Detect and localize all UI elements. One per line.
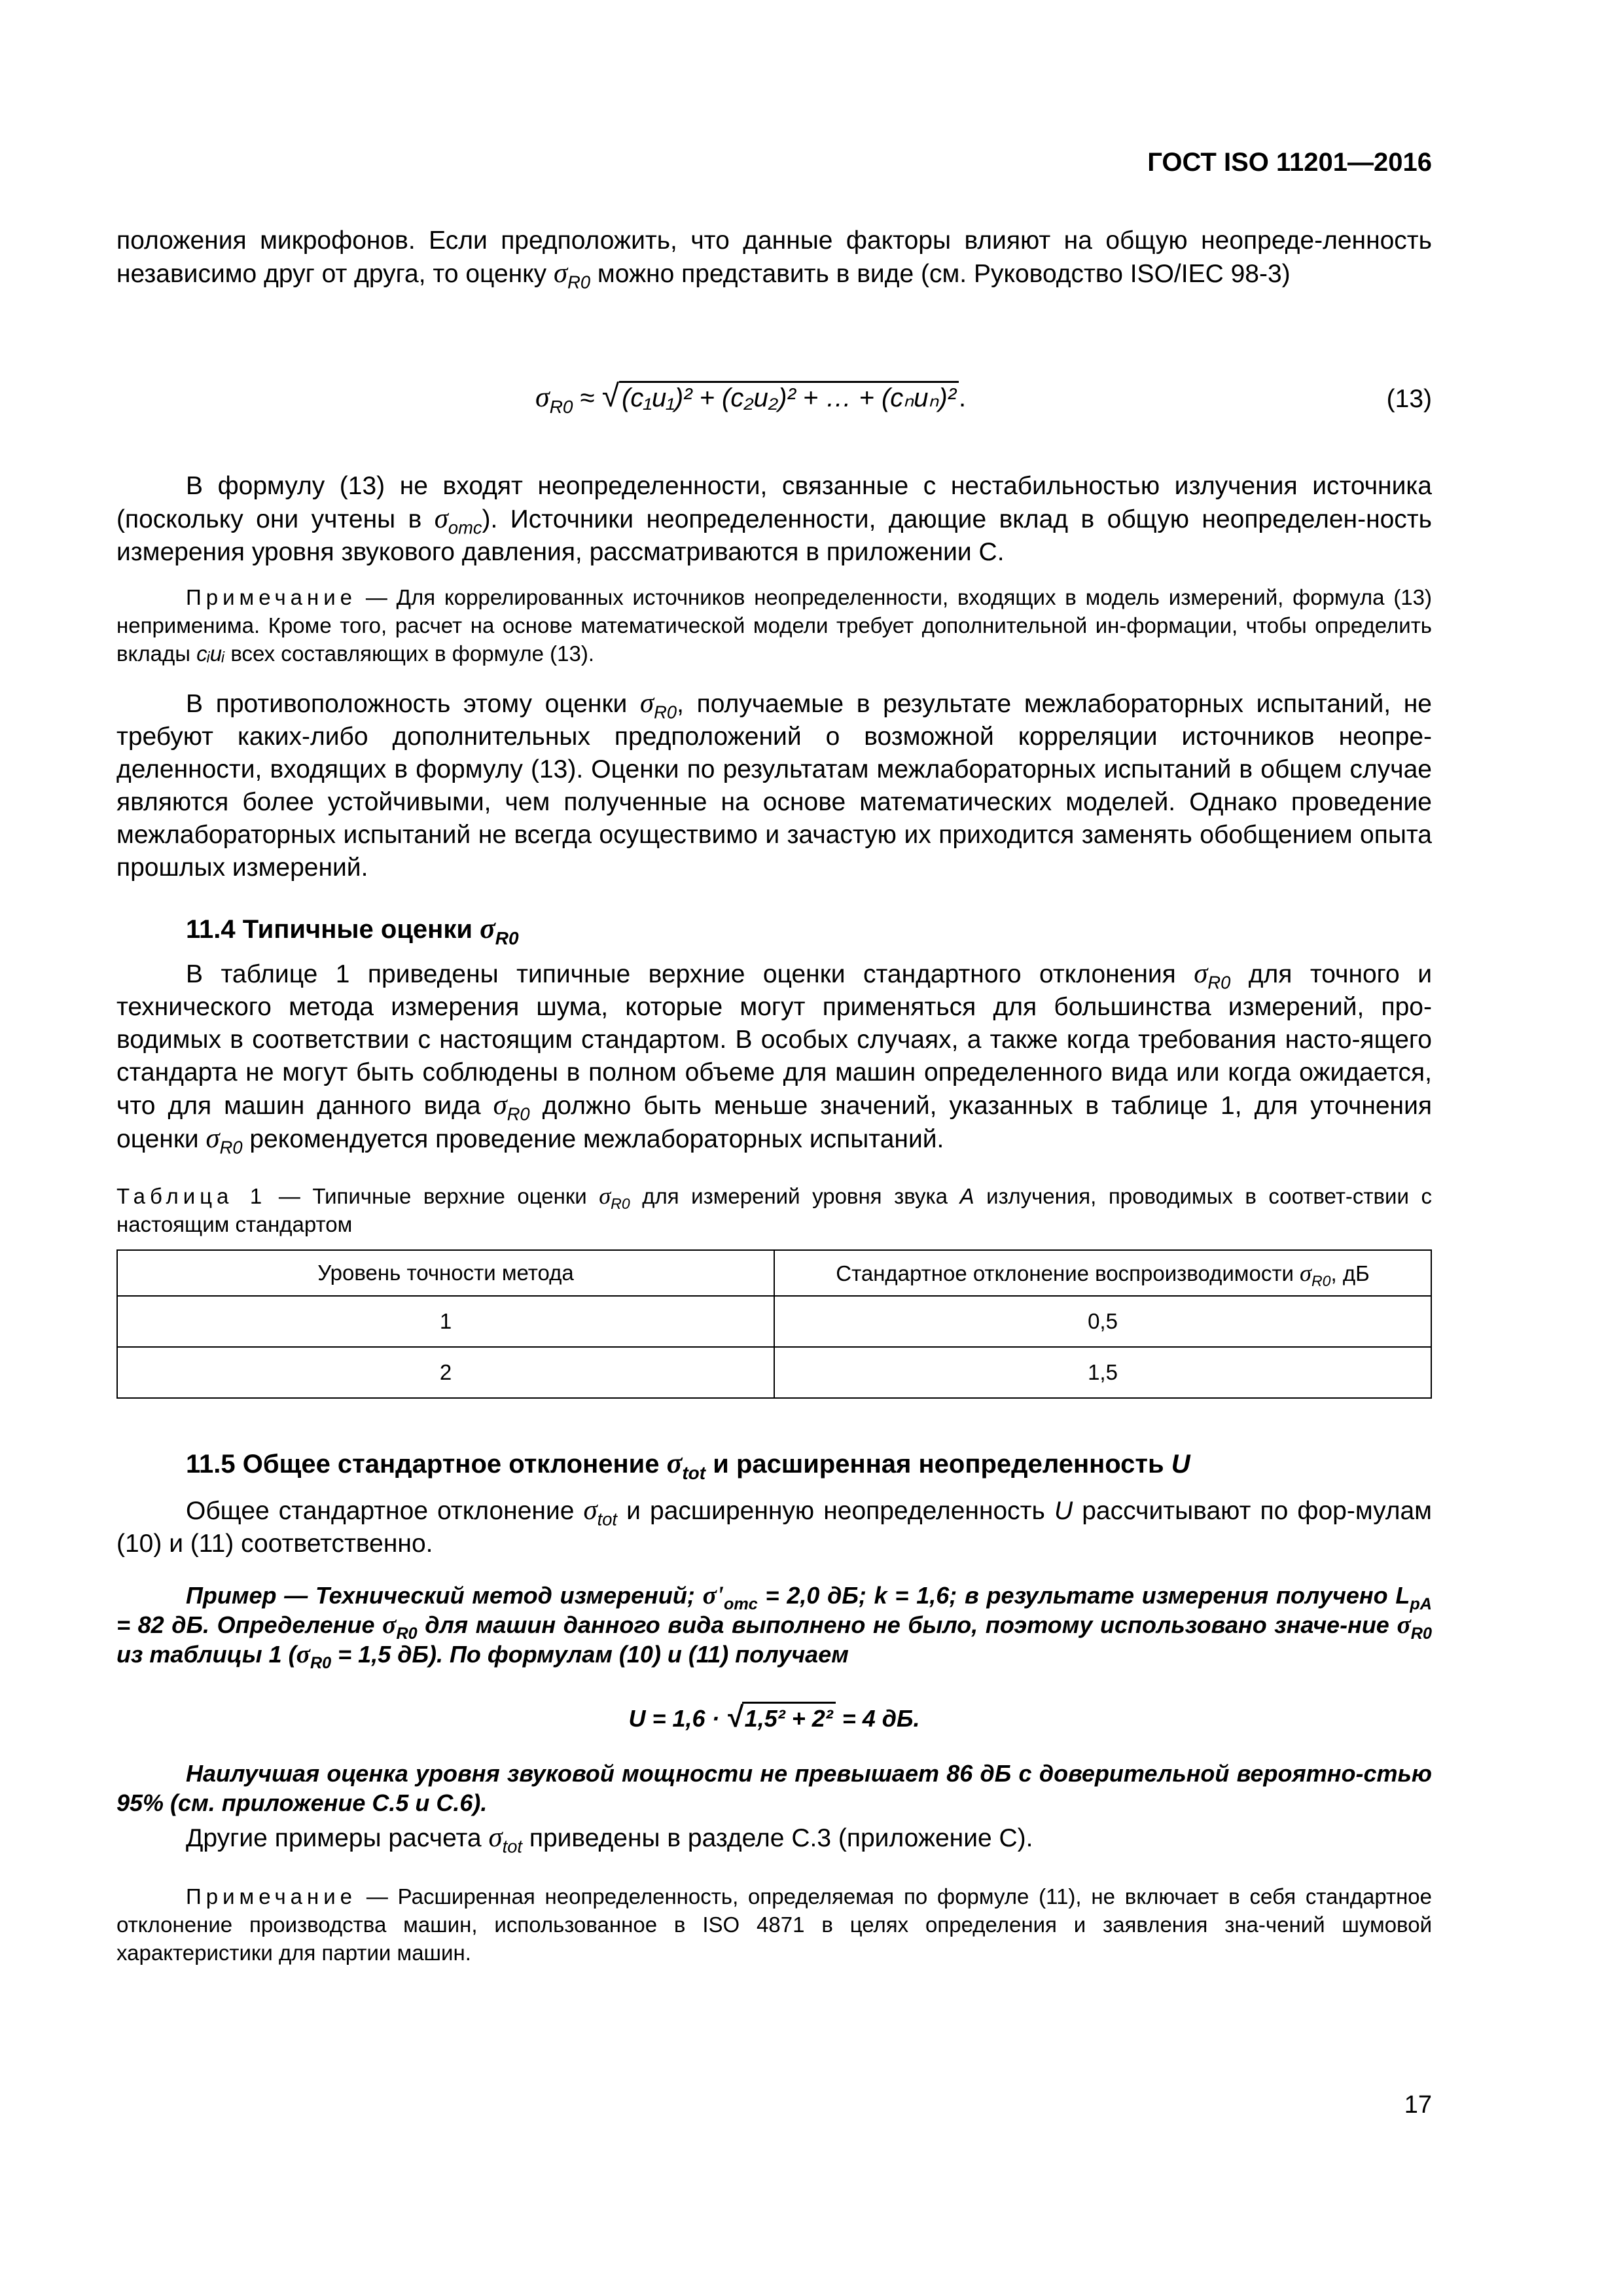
column-header-sd: Стандартное отклонение воспроизводимости $\sigma_{R0}$, дБ bbox=[774, 1250, 1431, 1296]
section-11-5-heading: 11.5 Общее стандартное отклонение $\sigma_{tot}$ и расширенная неопределенность U bbox=[186, 1447, 1190, 1483]
paragraph-5: Общее стандартное отклонение $\sigma_{tot}$ и расширенную неопределенность U рассчитывают по фор-мулам (10) и (11) соответственно. bbox=[116, 1495, 1432, 1558]
document-header: ГОСТ ISO 11201—2016 bbox=[1147, 148, 1432, 177]
page-number: 17 bbox=[1404, 2091, 1432, 2119]
example-conclusion: Наилучшая оценка уровня звуковой мощности не превышает 86 дБ с доверительной вероятно-стью 95% (см. приложение С.5 и С.6). bbox=[116, 1760, 1432, 1816]
table-cell-sd: 0,5 bbox=[774, 1296, 1431, 1347]
table-header-row bbox=[117, 1250, 1431, 1296]
table-cell-level: 1 bbox=[117, 1296, 774, 1347]
equation-13: $\sigma_{R0}$ ≈ √ (c₁u₁)² + (c₂u₂)² + … + (cₙuₙ)² . bbox=[535, 379, 967, 417]
paragraph-1: положения микрофонов. Если предположить, что данные факторы влияют на общую неопреде-ленность независимо друг от друга, то оценку $\sigma_{R0}$ можно представить в виде (см. Руководство ISO/IEC 98-3) bbox=[116, 226, 1432, 293]
table-1 bbox=[116, 1249, 1432, 1399]
note-1: Примечание — Для коррелированных источников неопределенности, входящих в модель измерений, формула (13) неприменима. Кроме того, расчет на основе математической модели требует дополнительной ин-формации, чтобы определить вклады cᵢuᵢ всех составляющих в формуле (13). bbox=[116, 585, 1432, 666]
table-cell-level: 2 bbox=[117, 1347, 774, 1398]
table-cell-sd: 1,5 bbox=[774, 1347, 1431, 1398]
table-1-caption: Таблица 1 — Типичные верхние оценки $\sigma_{R0}$ для измерений уровня звука A излучения, проводимых в соответ-ствии с настоящим стандартом bbox=[116, 1183, 1432, 1236]
equation-13-radicand: (c₁u₁)² + (c₂u₂)² + … + (cₙuₙ)² bbox=[619, 381, 959, 413]
paragraph-3: В противоположность этому оценки $\sigma_{R0}$, получаемые в результате межлабораторных испытаний, не требуют каких-либо дополнительных предположений о возможной корреляции источников неопре-деленности, входящих в формулу (13). Оценки по результатам межлабораторных испытаний в общем случае являются более устойчивыми, чем полученные на основе математических моделей. Однако проведение межлабораторных испытаний не всегда осуществимо и зачастую их приходится заменять обобщением опыта прошлых измерений. bbox=[116, 688, 1432, 882]
paragraph-4: В таблице 1 приведены типичные верхние оценки стандартного отклонения $\sigma_{R0}$ для точного и технического метода измерения шума, которые могут применяться для большинства измерений, про-водимых в соответствии с настоящим стандартом. В особых случаях, а также когда требования насто-ящего стандарта не могут быть соблюдены в полном объеме для машин определенного вида или когда ожидается, что для машин данного вида $\sigma_{R0}$ должно быть меньше значений, указанных в таблице 1, для уточнения оценки $\sigma_{R0}$ рекомендуется проведение межлабораторных испытаний. bbox=[116, 958, 1432, 1158]
column-header-level: Уровень точности метода bbox=[117, 1250, 774, 1296]
table-row bbox=[117, 1347, 1431, 1398]
note-2: Примечание — Расширенная неопределенность, определяемая по формуле (11), не включает в себя стандартное отклонение производства машин, использованное в ISO 4871 в целях определения и заявления зна-чений шумовой характеристики для партии машин. bbox=[116, 1884, 1432, 1965]
paragraph-6: Другие примеры расчета $\sigma_{tot}$ приведены в разделе С.3 (приложение С). bbox=[186, 1822, 1033, 1857]
table-row bbox=[117, 1296, 1431, 1347]
example-equation: U = 1,6 · √ 1,5² + 2² = 4 дБ. bbox=[628, 1701, 920, 1733]
example-block: Пример — Технический метод измерений; $\sigma'_{omc} = 2,0$ дБ; k = 1,6; в результате измерения получено $L_{pA} = 82$ дБ. Определение $\sigma_{R0}$ для машин данного вида выполнено не было, поэтому использовано значе-ние $\sigma_{R0}$ из таблицы 1 ($\sigma_{R0} = 1,5$ дБ). По формулам (10) и (11) получаем bbox=[116, 1581, 1432, 1672]
equation-13-number: (13) bbox=[1386, 385, 1432, 413]
paragraph-2: В формулу (13) не входят неопределенности, связанные с нестабильностью излучения источника (поскольку они учтены в $\sigma_{omc}$). Источники неопределенности, дающие вклад в общую неопределен-ность измерения уровня звукового давления, рассматриваются в приложении С. bbox=[116, 472, 1432, 566]
section-11-4-heading: 11.4 Типичные оценки $\sigma_{R0}$ bbox=[186, 912, 519, 948]
